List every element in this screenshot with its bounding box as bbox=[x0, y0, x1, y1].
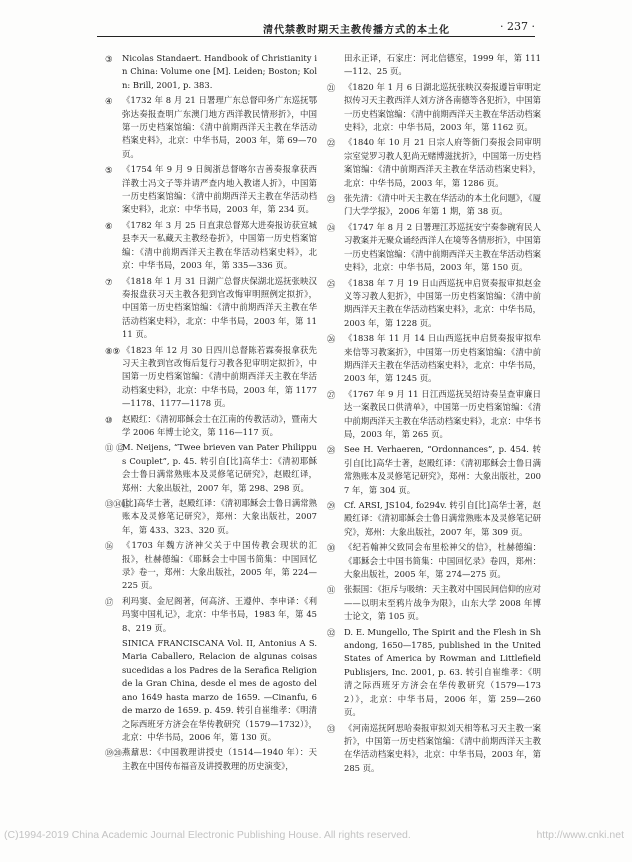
footnote-number: ③ bbox=[105, 54, 113, 64]
footnote-entry bbox=[327, 277, 541, 331]
footnote-entry bbox=[105, 94, 317, 161]
footnote-number: ㉝ bbox=[327, 723, 336, 734]
footnote-entry bbox=[105, 441, 317, 495]
footnote-number: ⑬⑭⑮ bbox=[105, 499, 131, 509]
footnote-text: [比]高华士著，赵殿红译：《清初耶稣会士鲁日满常熟账本及灵修笔记研究》，郑州：大象出版社，2007 年，第 433、323、320 页。 bbox=[122, 498, 317, 535]
footnote-text: 《1703 年魏方济神父关于中国传教会现状的汇报》，杜赫德编：《耶稣会士中国书简集：中国回忆录》卷一，郑州：大象出版社，2005 年，第 224—225 页。 bbox=[122, 540, 317, 591]
page-number: · 237 · bbox=[500, 20, 535, 33]
footnote-text: 张先清：《清中叶天主教在华活动的本土化问题》，《厦门大学学报》，2006 年第 1 期，第 38 页。 bbox=[344, 193, 541, 217]
footnote-number: ⑧⑨ bbox=[105, 345, 121, 356]
footnote-entry bbox=[327, 388, 541, 442]
footnote-text: D. E. Mungello, The Spirit and the Flesh in Shandong, 1650—1785, published in the United States of America by Rowman and Littlefield Publisjers, Inc. 2001, p. 63. 转引自崔维孝：《明清之际西班牙方济会在华传教研究（1579—1732）》，北京：中华书局，2006 年，第 259—260 页。 bbox=[344, 626, 541, 718]
footnote-entry bbox=[327, 583, 541, 623]
footnote-number: ㉗ bbox=[327, 389, 336, 400]
footnote-entry bbox=[327, 332, 541, 386]
footnote-entry bbox=[105, 344, 317, 411]
footnote-text: 《1838 年 7 月 19 日山西巡抚申启贤奏报审拟赵金义等习教人犯折》，中国第一历史档案馆编：《清中前期西洋天主教在华活动档案史料》，北京：中华书局，2003 年，第 1228 页。 bbox=[344, 277, 541, 328]
footnote-number: ㉖ bbox=[327, 334, 336, 345]
footnote-text: 田永正译，石家庄：河北信德室，1999 年，第 111—112、25 页。 bbox=[344, 53, 541, 77]
cnki-url: http://www.cnki.net bbox=[536, 829, 624, 841]
footnote-number: ④ bbox=[105, 96, 113, 107]
footnote-text: 《1823 年 12 月 30 日四川总督陈若霖奏报拿获先习天主教到官改悔后复行习教各犯审明定拟折》，中国第一历史档案馆编：《清中前期西洋天主教在华活动档案史料》，北京：中华书局，2003 年，第 1177—1178、1177—1178 页。 bbox=[122, 344, 317, 409]
footnote-entry bbox=[105, 163, 317, 217]
footnote-entry bbox=[327, 722, 541, 776]
footnote-text: Nicolas Standaert. Handbook of Christianity in China: Volume one [M]. Leiden; Boston; Koln: Brill, 2001, p. 383. bbox=[122, 53, 317, 90]
footnote-number: ㉙ bbox=[327, 501, 336, 511]
footnote-text: 赵殿红：《清初耶稣会士在江南的传教活动》，暨南大学 2006 年博士论文，第 116—117 页。 bbox=[122, 413, 317, 437]
footnote-entry bbox=[327, 541, 541, 581]
footnote-entry bbox=[105, 539, 317, 593]
cnki-watermark bbox=[0, 829, 632, 843]
footnote-entry bbox=[105, 275, 317, 342]
footnotes-left-column bbox=[105, 52, 317, 775]
footnote-entry bbox=[105, 595, 317, 635]
footnote-entry bbox=[327, 81, 541, 135]
footnote-number: ⑯ bbox=[105, 541, 114, 552]
footnote-text: 《1838 年 11 月 14 日山西巡抚申启贤奏报审拟牟来信等习教案折》，中国第一历史档案馆编：《清中前期西洋天主教在华活动档案史料》，北京：中华书局，2003 年，第 1245 页。 bbox=[344, 333, 541, 384]
footnote-number: ⑪ ⑫ bbox=[105, 443, 125, 454]
footnote-entry bbox=[105, 746, 317, 773]
footnote-entry bbox=[327, 52, 541, 79]
footnote-entry bbox=[105, 497, 317, 537]
footnote-text: 《河南巡抚阿思哈奏报审拟刘天相等私习天主教一案折》，中国第一历史档案馆编：《清中前期西洋天主教在华活动档案史料》，北京：中华书局，2003 年，第 285 页。 bbox=[344, 722, 541, 773]
footnote-entry bbox=[327, 221, 541, 275]
footnote-entry bbox=[105, 52, 317, 92]
footnote-text: 燕鼐思：《中国教理讲授史（1514—1940 年）：天主教在中国传布福音及讲授教理的历史演变》， bbox=[122, 747, 317, 771]
footnote-entry bbox=[105, 637, 317, 744]
footnote-number: ㉑ bbox=[327, 82, 336, 93]
footnote-entry bbox=[327, 136, 541, 190]
footnote-number: ㉛ bbox=[327, 585, 336, 596]
footnote-text: 利玛窦、金尼阁著，何高济、王遵仲、李申译：《利玛窦中国札记》，北京：中华书局，1983 年，第 458、219 页。 bbox=[122, 595, 317, 633]
footnote-text: 《1818 年 1 月 31 日湖广总督庆保湖北巡抚张映汉奏报盘获习天主教各犯到官改悔审明照例定拟折》，中国第一历史档案馆编：《清中前期西洋天主教在华活动档案史料》，北京：中华书局，2003 年，第 1111 页。 bbox=[122, 275, 317, 340]
footnote-number: ⑰ bbox=[105, 596, 114, 607]
running-title: 清代禁教时期天主教传播方式的本土化 bbox=[263, 25, 450, 36]
footnote-text: M. Neijens, “Twee brieven van Pater Philippus Couplet”, p. 45. 转引自[比]高华士：《清初耶稣会士鲁日满常熟账本及灵修笔记研究》，赵殿红译，郑州：大象出版社，2007 年，第 298、298 页。 bbox=[122, 442, 317, 493]
footnote-text: 《1820 年 1 月 6 日湖北巡抚张映汉奏报遵旨审明定拟传习天主教西洋人刘方济各南德等各犯折》，中国第一历史档案馆编：《清中前期西洋天主教在华活动档案史料》，北京：中华书局，2003 年，第 1162 页。 bbox=[344, 81, 541, 133]
footnote-number: ⑦ bbox=[105, 276, 113, 287]
footnote-text: 《1782 年 3 月 25 日直隶总督郑大进奏报访获宣城县李天一私藏天主教经卷折》，中国第一历史档案馆编：《清中前期西洋天主教在华活动档案史料》，北京：中华书局，2003 年，第 335—336 页。 bbox=[122, 219, 317, 271]
footnote-text: 《1754 年 9 月 9 日闽浙总督喀尔吉善奏报拿获西洋教士冯文子等并请严查内地入教诸人折》，中国第一历史档案馆编：《清中前期西洋天主教在华活动档案史料》，北京：中华书局，2003 年，第 234 页。 bbox=[122, 164, 317, 215]
footnote-text: 《1732 年 8 月 21 日署理广东总督印务广东巡抚鄂弥达奏报查明广东澳门地方西洋教民情形折》，中国第一历史档案馆编：《清中前期西洋天主教在华活动档案史料》，北京：中华书局，2003 年，第 69—70 页。 bbox=[122, 95, 317, 159]
footnote-number: ⑩ bbox=[105, 414, 113, 425]
footnote-number: ⑲⑳ bbox=[105, 748, 122, 759]
footnote-number: ㉓ bbox=[327, 194, 336, 205]
footnote-text: 《1767 年 9 月 11 日江西巡抚吴绍诗奏呈查审廉日达一案教民口供清单》，中国第一历史档案馆编：《清中前期西洋天主教在华活动档案史料》，北京：中华书局，2003 年，第 265 页。 bbox=[344, 388, 541, 439]
footnote-number: ㉒ bbox=[327, 138, 336, 149]
copyright-notice: (C)1994-2019 China Academic Journal Electronic Publishing House. All rights reserved. bbox=[4, 829, 411, 841]
footnote-text: 《1747 年 8 月 2 日署理江苏巡抚安宁奏参碗宥民人习教案并无聚众诵经西洋人在境等各情形折》，中国第一历史档案馆编：《清中前期西洋天主教在华活动档案史料》，北京：中华书局，2003 年，第 150 页。 bbox=[344, 221, 541, 273]
footnote-entry bbox=[327, 626, 541, 720]
footnotes-right-column bbox=[327, 52, 541, 777]
footnote-entry bbox=[105, 219, 317, 273]
footnote-text: SINICA FRANCISCANA Vol. II, Antonius A S. Maria Caballero, Relacion de algunas coisas sucedidas a los Padres de la Serafica Religion de la Gran China, desde el mes de agosto del ano 1649 hasta marzo de 1659. —Cinanfu, 6 de marzo de 1659. p. 459. 转引自崔维孝：《明清之际西班牙方济会在华传教研究（1579—1732）》，北京：中华书局，2006 年，第 130 页。 bbox=[122, 638, 317, 742]
footnote-text: 张振国：《拒斥与吸纳：天主教对中国民间信仰的应对——以明末至鸦片战争为限》，山东大学 2008 年博士论文，第 105 页。 bbox=[344, 584, 541, 622]
footnote-number: ㉚ bbox=[327, 543, 336, 554]
footnote-number: ㉘ bbox=[327, 445, 336, 456]
running-header bbox=[97, 20, 535, 37]
footnote-text: 《纪若翰神父致同会布里松神父的信》，杜赫德编：《耶稣会士中国书简集：中国回忆录》卷四，郑州：大象出版社，2005 年，第 274—275 页。 bbox=[344, 542, 541, 580]
footnote-number: ㉔ bbox=[327, 222, 336, 233]
footnote-text: See H. Verhaeren, “Ordonnances”, p. 454. 转引自[比]高华士著，赵殿红译：《清初耶稣会士鲁日满常熟账本及灵修笔记研究》，郑州：大象出版社，2007 年，第 304 页。 bbox=[344, 444, 541, 495]
footnote-number: ㉜ bbox=[327, 627, 336, 638]
footnote-number: ⑤ bbox=[105, 165, 113, 176]
footnote-entry bbox=[105, 413, 317, 440]
footnote-entry bbox=[327, 192, 541, 219]
footnote-entry bbox=[327, 443, 541, 497]
footnote-number: ⑥ bbox=[105, 220, 113, 231]
footnote-text: 《1840 年 10 月 21 日宗人府等衙门奏报会同审明宗室觉罗习教人犯尚无赌博滋扰折》，中国第一历史档案馆编：《清中前期西洋天主教在华活动档案史料》，北京：中华书局，2003 年，第 1286 页。 bbox=[344, 137, 541, 188]
footnote-number: ㉕ bbox=[327, 278, 336, 289]
footnote-text: Cf. ARSI, JS104, fo294v. 转引自[比]高华士著，赵殿红译：《清初耶稣会士鲁日满常熟账本及灵修笔记研究》，郑州：大象出版社，2007 年，第 309 页。 bbox=[344, 500, 541, 537]
footnote-entry bbox=[327, 499, 541, 539]
